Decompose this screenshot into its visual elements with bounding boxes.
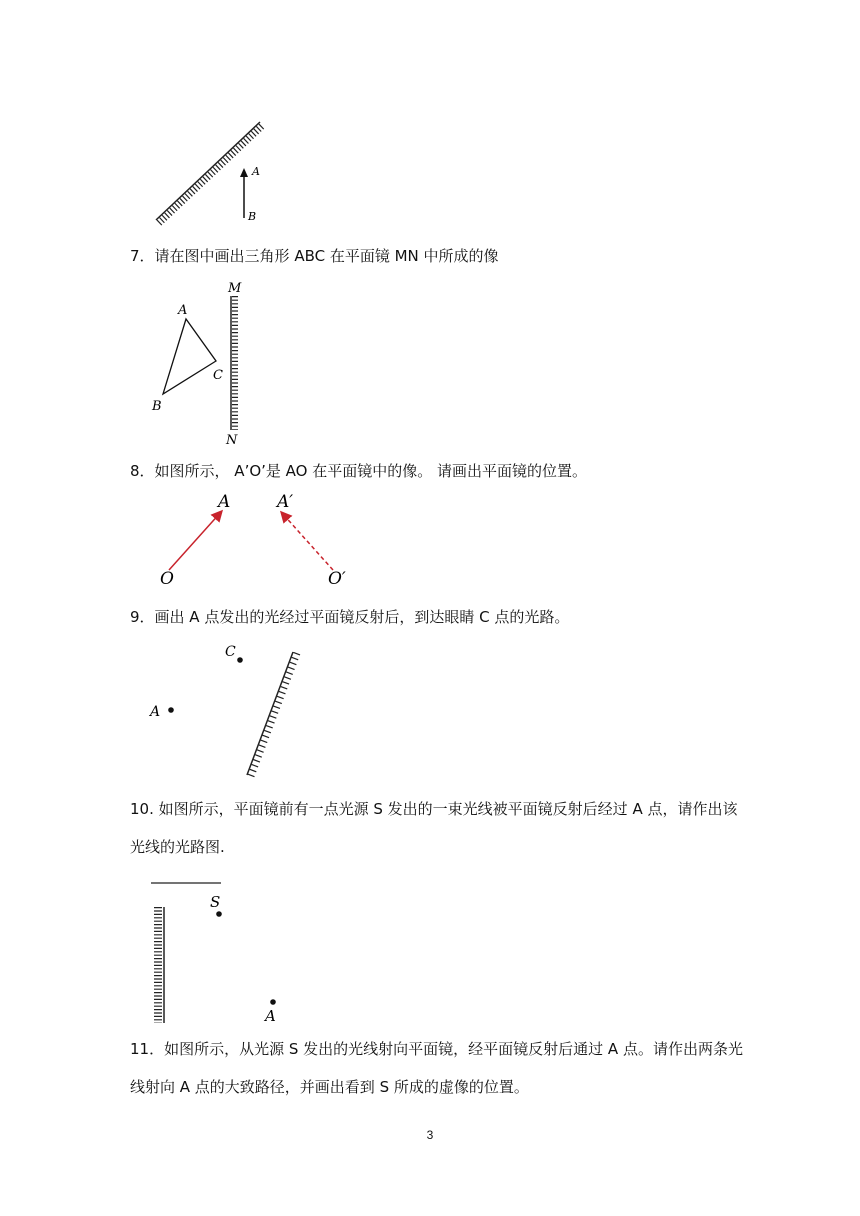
mirror-hatching bbox=[251, 653, 297, 776]
question-7: 7．请在图中画出三角形 ABC 在平面镜 MN 中所成的像 bbox=[130, 247, 499, 265]
point-s bbox=[216, 911, 222, 917]
label-c: C bbox=[225, 644, 236, 660]
figure-9 bbox=[140, 638, 320, 783]
question-10: 10. 如图所示，平面镜前有一点光源 S 发出的一束光线被平面镜反射后经过 A 点，请作出该光线的光路图. bbox=[130, 800, 738, 856]
label-b: B bbox=[152, 399, 162, 414]
figure-6 bbox=[140, 112, 280, 232]
label-n: N bbox=[226, 433, 238, 448]
point-c bbox=[237, 657, 243, 663]
question-9: 9．画出 A 点发出的光经过平面镜反射后，到达眼睛 C 点的光路。 bbox=[130, 608, 570, 626]
point-a bbox=[168, 707, 174, 713]
mirror-surface bbox=[247, 652, 293, 775]
triangle-abc bbox=[163, 319, 216, 394]
question-8: 8．如图所示， A’O’是 AO 在平面镜中的像。 请画出平面镜的位置。 bbox=[130, 462, 588, 480]
label-b: B bbox=[248, 210, 257, 223]
label-a: A bbox=[178, 303, 188, 318]
ray-ao bbox=[169, 512, 221, 570]
figure-10 bbox=[140, 875, 290, 1030]
label-m: M bbox=[228, 281, 242, 296]
label-a: A bbox=[252, 165, 260, 178]
point-a bbox=[270, 999, 276, 1005]
page-number: 3 bbox=[426, 1128, 434, 1142]
figure-8 bbox=[150, 488, 360, 588]
label-s: S bbox=[210, 893, 221, 911]
label-c: C bbox=[213, 368, 223, 383]
ray-a-prime-o-prime bbox=[282, 513, 333, 570]
mirror-hatching bbox=[159, 125, 263, 223]
label-a: A bbox=[218, 492, 231, 512]
label-a-prime: A′ bbox=[277, 492, 294, 512]
label-o: O bbox=[160, 569, 174, 589]
label-a: A bbox=[265, 1007, 276, 1025]
arrow-head bbox=[240, 168, 248, 177]
label-a: A bbox=[150, 704, 161, 720]
label-o-prime: O′ bbox=[328, 569, 346, 589]
question-11: 11．如图所示，从光源 S 发出的光线射向平面镜，经平面镜反射后通过 A 点。请作出两条光线射向 A 点的大致路径，并画出看到 S 所成的虚像的位置。 bbox=[130, 1040, 743, 1096]
figure-7 bbox=[140, 278, 260, 450]
